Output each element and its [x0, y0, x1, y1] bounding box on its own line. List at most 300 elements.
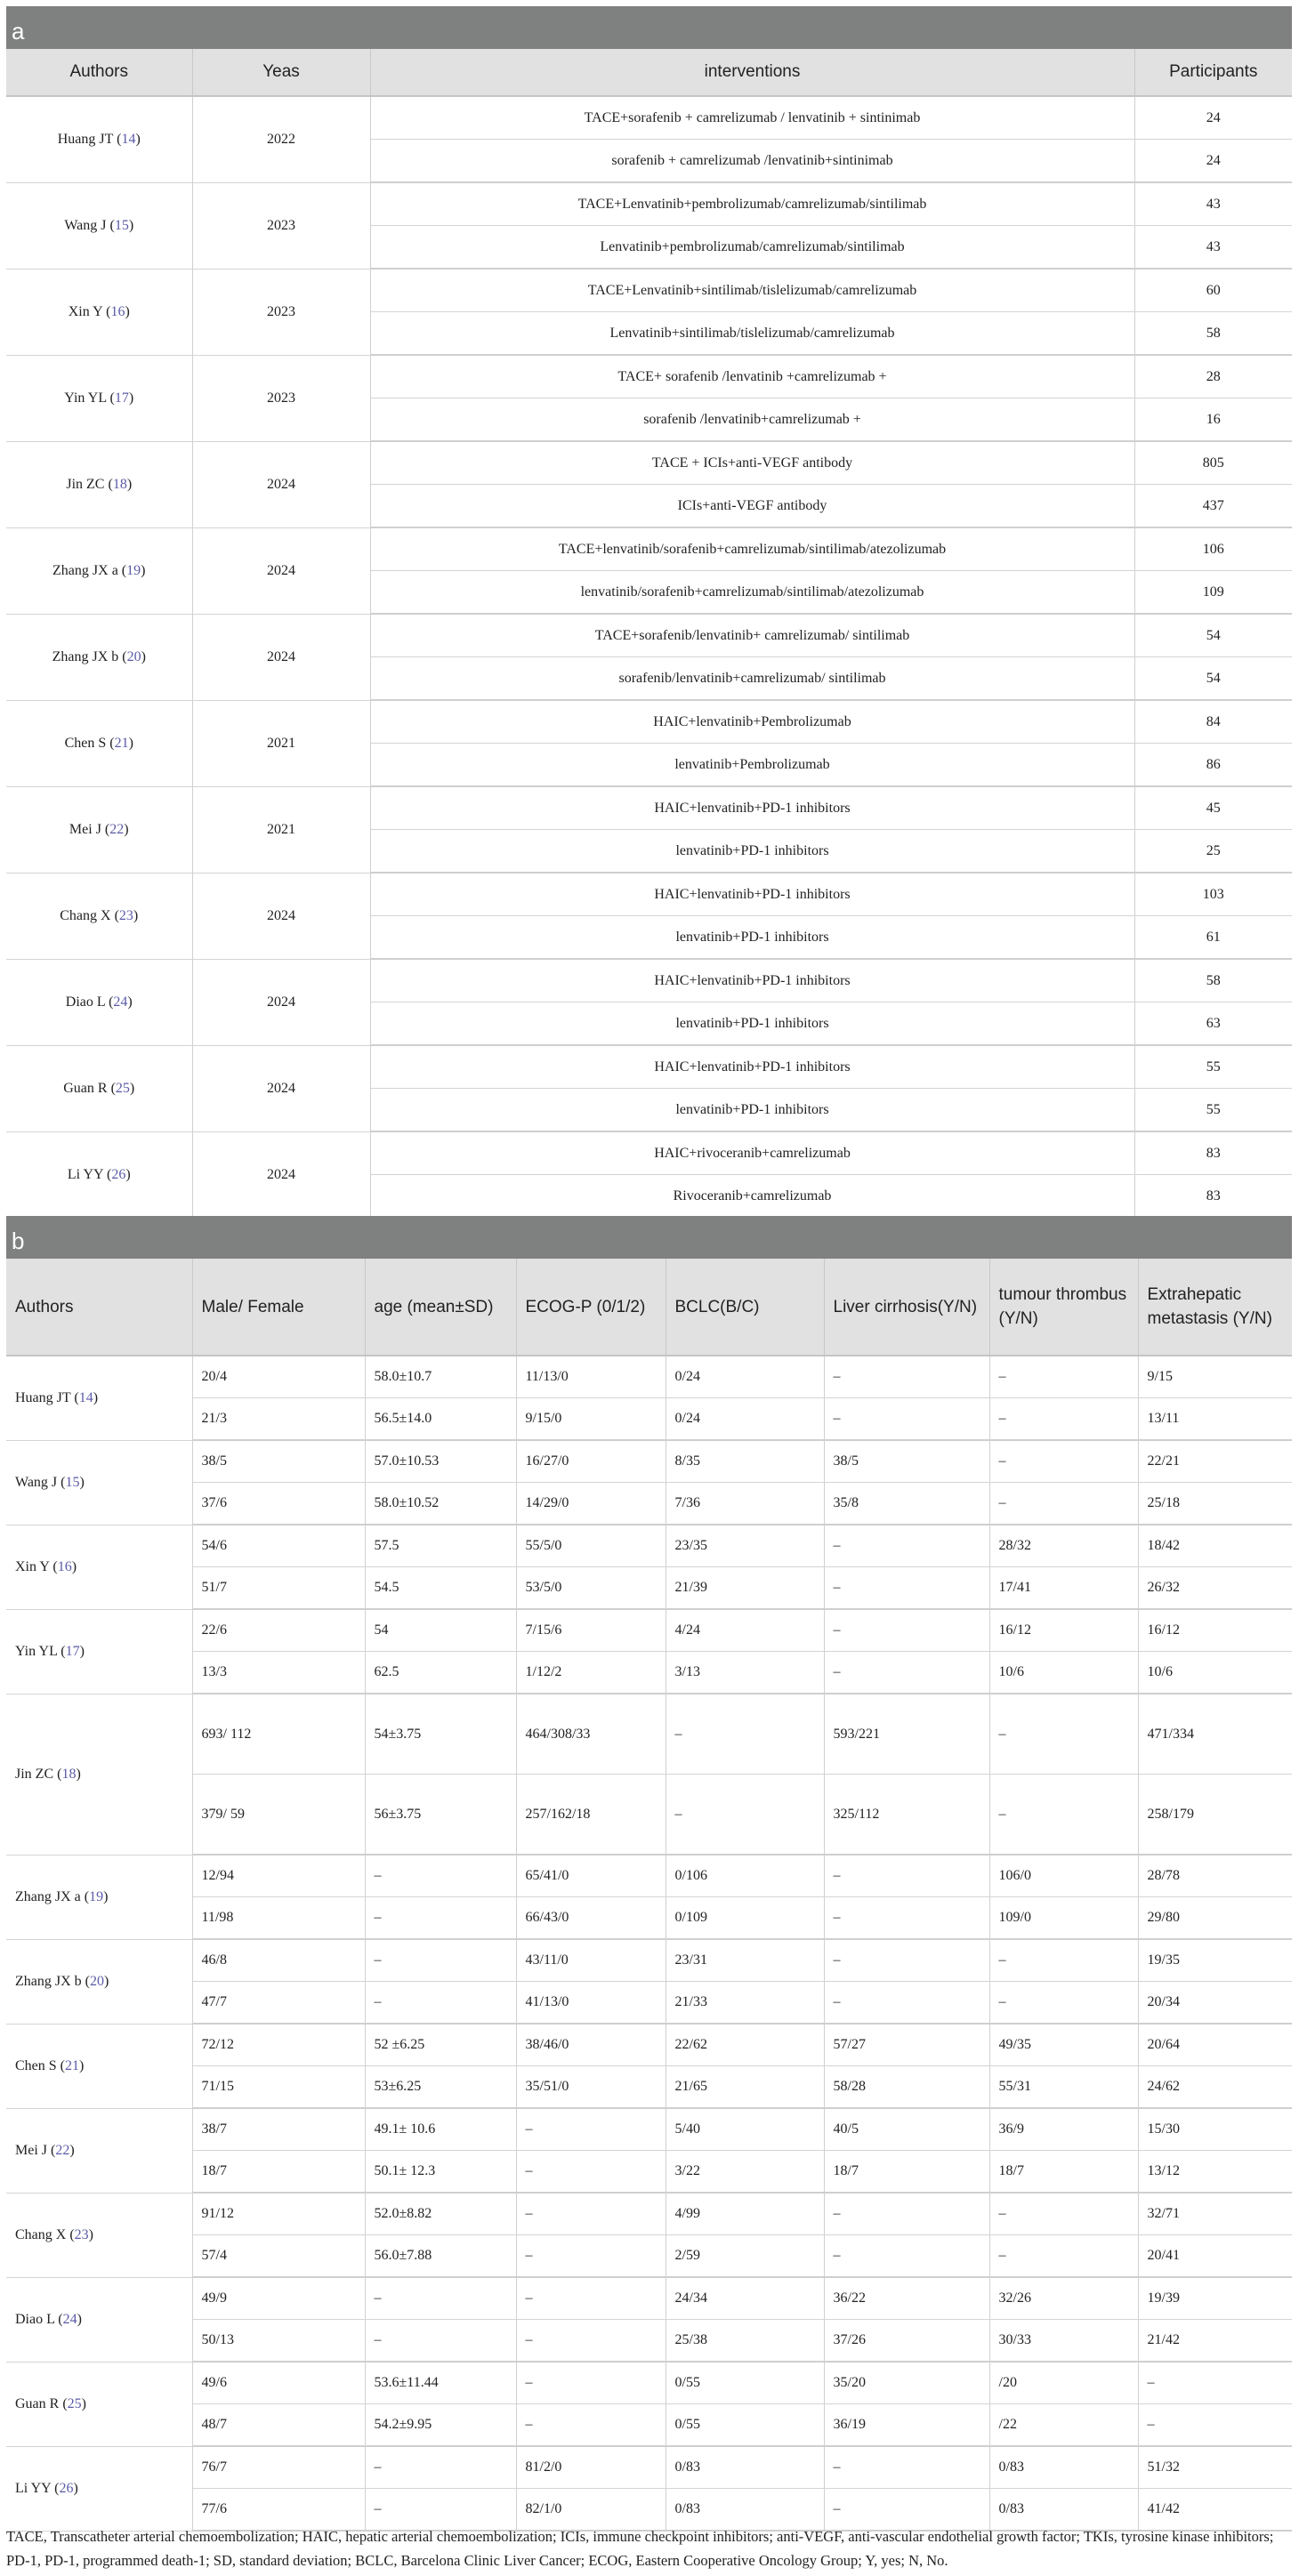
- reference-link[interactable]: 22: [55, 2142, 70, 2158]
- data-cell: 8/35: [666, 1440, 824, 1483]
- data-cell: 48/7: [192, 2404, 365, 2447]
- author-name: Chang X: [15, 2226, 67, 2242]
- reference-link[interactable]: 23: [118, 907, 133, 923]
- data-cell: lenvatinib/sorafenib+camrelizumab/sintilimab/atezolizumab: [370, 571, 1134, 615]
- data-cell: –: [516, 2151, 666, 2194]
- data-cell: 26/32: [1138, 1567, 1292, 1610]
- data-cell: 54: [365, 1609, 516, 1652]
- author-cell: Diao L (24): [6, 959, 192, 1045]
- author-cell: Xin Y (16): [6, 1525, 192, 1609]
- column-header: Participants: [1134, 49, 1292, 96]
- data-cell: 4/99: [666, 2193, 824, 2235]
- data-cell: 43/11/0: [516, 1939, 666, 1982]
- data-cell: 257/162/18: [516, 1775, 666, 1856]
- data-cell: 24: [1134, 140, 1292, 183]
- data-cell: 20/41: [1138, 2235, 1292, 2278]
- data-cell: 11/98: [192, 1897, 365, 1940]
- table-row: [6, 527, 1292, 571]
- author-cell: Yin YL (17): [6, 355, 192, 441]
- table-row: [6, 1652, 1292, 1695]
- data-cell: –: [666, 1775, 824, 1856]
- year-cell: 2024: [192, 527, 370, 614]
- author-cell: Mei J (22): [6, 786, 192, 873]
- year-cell: 2021: [192, 700, 370, 786]
- reference-link[interactable]: 16: [57, 1558, 72, 1574]
- reference-link[interactable]: 26: [59, 2480, 74, 2496]
- table-row: [6, 269, 1292, 312]
- table-row: [6, 1045, 1292, 1089]
- data-cell: TACE+sorafenib/lenvatinib+ camrelizumab/ sintilimab: [370, 614, 1134, 657]
- table-footnote: TACE, Transcatheter arterial chemoembolization; HAIC, hepatic arterial chemoembolization; ICIs, immune checkpoint inhibitors; anti-VEGF, anti-vascular endothelial growth factor; TKIs, tyrosine kinase inhibitors; PD-1, PD-1, programmed death-1; SD, standard deviation; BCLC, Barcelona Clinic Liver Cancer; ECOG, Eastern Cooperative Oncology Group; Y, yes; N, No.: [6, 2528, 1274, 2569]
- data-cell: –: [989, 1775, 1138, 1856]
- author-name: Wang J: [15, 1474, 58, 1490]
- data-cell: 24: [1134, 96, 1292, 140]
- table-row: [6, 2024, 1292, 2066]
- data-cell: HAIC+lenvatinib+PD-1 inhibitors: [370, 1045, 1134, 1089]
- table-row: [6, 2277, 1292, 2320]
- author-name: Chen S: [64, 735, 107, 751]
- year-cell: 2023: [192, 269, 370, 355]
- data-cell: 437: [1134, 485, 1292, 528]
- data-cell: 471/334: [1138, 1694, 1292, 1775]
- author-cell: Zhang JX a (19): [6, 527, 192, 614]
- data-cell: 62.5: [365, 1652, 516, 1695]
- reference-link[interactable]: 26: [111, 1166, 126, 1182]
- data-cell: 20/64: [1138, 2024, 1292, 2066]
- data-cell: 56±3.75: [365, 1775, 516, 1856]
- table-row: [6, 2320, 1292, 2363]
- data-cell: TACE+sorafenib + camrelizumab / lenvatinib + sintinimab: [370, 96, 1134, 140]
- data-cell: 21/33: [666, 1982, 824, 2025]
- data-cell: 325/112: [824, 1775, 989, 1856]
- data-cell: 49/35: [989, 2024, 1138, 2066]
- year-cell: 2024: [192, 1131, 370, 1218]
- table-row: [6, 1356, 1292, 1398]
- table-row: [6, 1939, 1292, 1982]
- data-cell: –: [824, 1939, 989, 1982]
- author-name: Zhang JX b: [15, 1973, 82, 1989]
- data-cell: 84: [1134, 700, 1292, 744]
- reference-link[interactable]: 20: [89, 1973, 104, 1989]
- data-cell: 21/3: [192, 1398, 365, 1441]
- table-row: [6, 441, 1292, 485]
- reference-link[interactable]: 25: [115, 1080, 130, 1096]
- data-cell: 50/13: [192, 2320, 365, 2363]
- author-cell: Chen S (21): [6, 700, 192, 786]
- author-name: Yin YL: [15, 1643, 58, 1659]
- data-cell: –: [989, 1398, 1138, 1441]
- author-name: Zhang JX a: [15, 1888, 81, 1904]
- data-cell: 23/35: [666, 1525, 824, 1567]
- data-cell: –: [989, 1356, 1138, 1398]
- author-name: Jin ZC: [15, 1766, 54, 1782]
- data-cell: 0/83: [666, 2489, 824, 2532]
- data-cell: –: [516, 2320, 666, 2363]
- table-row: [6, 1775, 1292, 1856]
- data-cell: 53/5/0: [516, 1567, 666, 1610]
- data-cell: 0/83: [989, 2446, 1138, 2489]
- data-cell: 58: [1134, 959, 1292, 1002]
- reference-link[interactable]: 14: [121, 131, 136, 147]
- data-cell: 28/32: [989, 1525, 1138, 1567]
- data-cell: 57.5: [365, 1525, 516, 1567]
- author-name: Mei J: [69, 821, 101, 837]
- reference-link[interactable]: 19: [126, 562, 141, 578]
- data-cell: 28/78: [1138, 1855, 1292, 1897]
- table-row: [6, 873, 1292, 916]
- data-cell: 0/109: [666, 1897, 824, 1940]
- reference-link[interactable]: 15: [65, 1474, 80, 1490]
- data-cell: 18/7: [989, 2151, 1138, 2194]
- data-cell: 63: [1134, 1002, 1292, 1046]
- table-row: [6, 1131, 1292, 1175]
- reference-link[interactable]: 17: [114, 390, 129, 406]
- data-cell: 72/12: [192, 2024, 365, 2066]
- data-cell: HAIC+lenvatinib+PD-1 inhibitors: [370, 959, 1134, 1002]
- data-cell: 2/59: [666, 2235, 824, 2278]
- data-cell: 3/22: [666, 2151, 824, 2194]
- data-cell: 18/42: [1138, 1525, 1292, 1567]
- table-row: [6, 700, 1292, 744]
- column-header: age (mean±SD): [365, 1259, 516, 1356]
- table-row: [6, 2193, 1292, 2235]
- data-cell: 4/24: [666, 1609, 824, 1652]
- data-cell: 60: [1134, 269, 1292, 312]
- data-cell: 22/21: [1138, 1440, 1292, 1483]
- reference-link[interactable]: 16: [110, 303, 125, 319]
- data-cell: 1/12/2: [516, 1652, 666, 1695]
- data-cell: 13/11: [1138, 1398, 1292, 1441]
- data-cell: –: [824, 1356, 989, 1398]
- data-cell: 38/5: [824, 1440, 989, 1483]
- data-cell: 49.1± 10.6: [365, 2108, 516, 2151]
- reference-link[interactable]: 18: [112, 476, 127, 492]
- data-cell: 37/26: [824, 2320, 989, 2363]
- data-cell: 43: [1134, 226, 1292, 270]
- data-cell: 379/ 59: [192, 1775, 365, 1856]
- table-row: [6, 1694, 1292, 1775]
- data-cell: 36/9: [989, 2108, 1138, 2151]
- table-a-header-row: [6, 49, 1292, 96]
- data-cell: 54.2±9.95: [365, 2404, 516, 2447]
- year-cell: 2024: [192, 959, 370, 1045]
- data-cell: 0/83: [989, 2489, 1138, 2532]
- table-row: [6, 614, 1292, 657]
- data-cell: 20/4: [192, 1356, 365, 1398]
- author-cell: Li YY (26): [6, 1131, 192, 1218]
- reference-link[interactable]: 21: [114, 735, 129, 751]
- data-cell: 22/62: [666, 2024, 824, 2066]
- author-name: Zhang JX a: [52, 562, 118, 578]
- data-cell: –: [365, 1939, 516, 1982]
- column-header: Yeas: [192, 49, 370, 96]
- column-header: Authors: [6, 1259, 192, 1356]
- author-name: Mei J: [15, 2142, 47, 2158]
- data-cell: 54: [1134, 614, 1292, 657]
- data-cell: HAIC+lenvatinib+Pembrolizumab: [370, 700, 1134, 744]
- author-cell: Chang X (23): [6, 873, 192, 959]
- table-row: [6, 2362, 1292, 2404]
- column-header: Authors: [6, 49, 192, 96]
- data-cell: 35/51/0: [516, 2066, 666, 2109]
- data-cell: 41/13/0: [516, 1982, 666, 2025]
- data-cell: 77/6: [192, 2489, 365, 2532]
- data-cell: 106: [1134, 527, 1292, 571]
- author-cell: Li YY (26): [6, 2446, 192, 2531]
- data-cell: –: [989, 1440, 1138, 1483]
- data-cell: TACE+ sorafenib /lenvatinib +camrelizumab +: [370, 355, 1134, 398]
- data-cell: 7/36: [666, 1483, 824, 1525]
- data-cell: 19/35: [1138, 1939, 1292, 1982]
- table-a-label: a: [6, 6, 1292, 49]
- data-cell: 35/8: [824, 1483, 989, 1525]
- data-cell: –: [516, 2404, 666, 2447]
- data-cell: –: [824, 1897, 989, 1940]
- data-cell: TACE+Lenvatinib+sintilimab/tislelizumab/camrelizumab: [370, 269, 1134, 312]
- data-cell: –: [365, 2277, 516, 2320]
- column-header: interventions: [370, 49, 1134, 96]
- table-row: [6, 1897, 1292, 1940]
- author-cell: Huang JT (14): [6, 1356, 192, 1440]
- table-row: [6, 1567, 1292, 1610]
- table-a: [6, 49, 1292, 1219]
- data-cell: 29/80: [1138, 1897, 1292, 1940]
- author-name: Wang J: [64, 217, 107, 233]
- table-row: [6, 959, 1292, 1002]
- reference-link[interactable]: 22: [109, 821, 125, 837]
- data-cell: 65/41/0: [516, 1855, 666, 1897]
- author-name: Huang JT: [57, 131, 114, 147]
- data-cell: 693/ 112: [192, 1694, 365, 1775]
- data-cell: 16/27/0: [516, 1440, 666, 1483]
- data-cell: 49/6: [192, 2362, 365, 2404]
- data-cell: –: [365, 1982, 516, 2025]
- table-row: [6, 1525, 1292, 1567]
- data-cell: 19/39: [1138, 2277, 1292, 2320]
- data-cell: 57.0±10.53: [365, 1440, 516, 1483]
- data-cell: 18/7: [824, 2151, 989, 2194]
- table-row: [6, 96, 1292, 140]
- column-header: Male/ Female: [192, 1259, 365, 1356]
- author-name: Xin Y: [68, 303, 103, 319]
- data-cell: TACE+Lenvatinib+pembrolizumab/camrelizumab/sintilimab: [370, 182, 1134, 226]
- data-cell: 40/5: [824, 2108, 989, 2151]
- author-cell: Guan R (25): [6, 1045, 192, 1131]
- data-cell: /20: [989, 2362, 1138, 2404]
- data-cell: 25/18: [1138, 1483, 1292, 1525]
- data-cell: Rivoceranib+camrelizumab: [370, 1175, 1134, 1219]
- author-cell: Huang JT (14): [6, 96, 192, 182]
- data-cell: –: [516, 2235, 666, 2278]
- data-cell: –: [824, 2446, 989, 2489]
- data-cell: 16/12: [1138, 1609, 1292, 1652]
- data-cell: lenvatinib+PD-1 inhibitors: [370, 1002, 1134, 1046]
- reference-link[interactable]: 24: [113, 994, 128, 1010]
- data-cell: 57/4: [192, 2235, 365, 2278]
- data-cell: sorafenib/lenvatinib+camrelizumab/ sintilimab: [370, 657, 1134, 701]
- data-cell: 0/24: [666, 1356, 824, 1398]
- data-cell: 83: [1134, 1175, 1292, 1219]
- data-cell: 12/94: [192, 1855, 365, 1897]
- author-name: Chang X: [60, 907, 111, 923]
- data-cell: 3/13: [666, 1652, 824, 1695]
- author-cell: Mei J (22): [6, 2108, 192, 2193]
- data-cell: 38/5: [192, 1440, 365, 1483]
- data-cell: –: [824, 2489, 989, 2532]
- author-cell: Yin YL (17): [6, 1609, 192, 1694]
- data-cell: –: [824, 1398, 989, 1441]
- data-cell: 0/83: [666, 2446, 824, 2489]
- data-cell: 24/34: [666, 2277, 824, 2320]
- year-cell: 2024: [192, 441, 370, 527]
- data-cell: 28: [1134, 355, 1292, 398]
- data-cell: 55/31: [989, 2066, 1138, 2109]
- data-cell: 43: [1134, 182, 1292, 226]
- reference-link[interactable]: 17: [65, 1643, 80, 1659]
- data-cell: 21/39: [666, 1567, 824, 1610]
- author-name: Diao L: [65, 994, 106, 1010]
- data-cell: 37/6: [192, 1483, 365, 1525]
- data-cell: TACE+lenvatinib/sorafenib+camrelizumab/sintilimab/atezolizumab: [370, 527, 1134, 571]
- data-cell: 16: [1134, 398, 1292, 442]
- reference-link[interactable]: 14: [78, 1389, 93, 1405]
- year-cell: 2021: [192, 786, 370, 873]
- author-name: Zhang JX b: [52, 648, 119, 664]
- data-cell: –: [365, 2320, 516, 2363]
- data-cell: 45: [1134, 786, 1292, 830]
- author-name: Chen S: [15, 2057, 57, 2073]
- data-cell: 36/22: [824, 2277, 989, 2320]
- data-cell: 30/33: [989, 2320, 1138, 2363]
- data-cell: 55: [1134, 1089, 1292, 1132]
- author-cell: Xin Y (16): [6, 269, 192, 355]
- data-cell: lenvatinib+PD-1 inhibitors: [370, 916, 1134, 960]
- data-cell: 15/30: [1138, 2108, 1292, 2151]
- data-cell: 13/3: [192, 1652, 365, 1695]
- data-cell: 91/12: [192, 2193, 365, 2235]
- reference-link[interactable]: 20: [126, 648, 141, 664]
- data-cell: 83: [1134, 1131, 1292, 1175]
- data-cell: 35/20: [824, 2362, 989, 2404]
- data-cell: 13/12: [1138, 2151, 1292, 2194]
- data-cell: 46/8: [192, 1939, 365, 1982]
- data-cell: 24/62: [1138, 2066, 1292, 2109]
- data-cell: 23/31: [666, 1939, 824, 1982]
- data-cell: –: [824, 1982, 989, 2025]
- data-cell: 82/1/0: [516, 2489, 666, 2532]
- data-cell: 9/15/0: [516, 1398, 666, 1441]
- reference-link[interactable]: 23: [74, 2226, 89, 2242]
- data-cell: 56.5±14.0: [365, 1398, 516, 1441]
- table-row: [6, 2066, 1292, 2109]
- data-cell: 55/5/0: [516, 1525, 666, 1567]
- table-row: [6, 1855, 1292, 1897]
- data-cell: –: [516, 2193, 666, 2235]
- data-cell: –: [989, 2193, 1138, 2235]
- data-cell: 66/43/0: [516, 1897, 666, 1940]
- author-cell: Zhang JX a (19): [6, 1855, 192, 1939]
- data-cell: –: [516, 2362, 666, 2404]
- reference-link[interactable]: 15: [114, 217, 129, 233]
- data-cell: 109: [1134, 571, 1292, 615]
- data-cell: 76/7: [192, 2446, 365, 2489]
- data-cell: 58.0±10.7: [365, 1356, 516, 1398]
- data-cell: 58/28: [824, 2066, 989, 2109]
- data-cell: Lenvatinib+sintilimab/tislelizumab/camrelizumab: [370, 312, 1134, 356]
- table-b-header-row: [6, 1259, 1292, 1356]
- data-cell: 36/19: [824, 2404, 989, 2447]
- reference-link[interactable]: 18: [61, 1766, 77, 1782]
- reference-link[interactable]: 25: [67, 2395, 82, 2411]
- table-row: [6, 2108, 1292, 2151]
- data-cell: 51/32: [1138, 2446, 1292, 2489]
- reference-link[interactable]: 21: [65, 2057, 79, 2073]
- data-cell: 58: [1134, 312, 1292, 356]
- data-cell: –: [824, 2235, 989, 2278]
- data-cell: 109/0: [989, 1897, 1138, 1940]
- data-cell: 9/15: [1138, 1356, 1292, 1398]
- data-cell: 25: [1134, 830, 1292, 873]
- data-cell: –: [824, 1567, 989, 1610]
- table-b-label: b: [6, 1216, 1292, 1259]
- table-b-section: [6, 1216, 1292, 2532]
- data-cell: –: [989, 1694, 1138, 1775]
- author-cell: Chen S (21): [6, 2024, 192, 2108]
- data-cell: 593/221: [824, 1694, 989, 1775]
- table-row: [6, 355, 1292, 398]
- data-cell: 0/55: [666, 2362, 824, 2404]
- data-cell: 54: [1134, 657, 1292, 701]
- data-cell: sorafenib + camrelizumab /lenvatinib+sintinimab: [370, 140, 1134, 183]
- author-name: Guan R: [15, 2395, 60, 2411]
- data-cell: 18/7: [192, 2151, 365, 2194]
- author-name: Xin Y: [15, 1558, 50, 1574]
- data-cell: HAIC+rivoceranib+camrelizumab: [370, 1131, 1134, 1175]
- data-cell: 464/308/33: [516, 1694, 666, 1775]
- data-cell: 103: [1134, 873, 1292, 916]
- reference-link[interactable]: 19: [89, 1888, 104, 1904]
- data-cell: 10/6: [989, 1652, 1138, 1695]
- table-row: [6, 1440, 1292, 1483]
- data-cell: 17/41: [989, 1567, 1138, 1610]
- table-row: [6, 1982, 1292, 2025]
- data-cell: –: [1138, 2404, 1292, 2447]
- data-cell: –: [824, 2193, 989, 2235]
- data-cell: 21/42: [1138, 2320, 1292, 2363]
- data-cell: –: [989, 1982, 1138, 2025]
- data-cell: 20/34: [1138, 1982, 1292, 2025]
- table-a-section: [6, 6, 1292, 1219]
- author-cell: Wang J (15): [6, 1440, 192, 1525]
- column-header: tumour thrombus (Y/N): [989, 1259, 1138, 1356]
- data-cell: 11/13/0: [516, 1356, 666, 1398]
- table-row: [6, 1398, 1292, 1441]
- data-cell: 86: [1134, 744, 1292, 787]
- data-cell: –: [824, 1609, 989, 1652]
- column-header: Liver cirrhosis(Y/N): [824, 1259, 989, 1356]
- author-name: Jin ZC: [66, 476, 105, 492]
- author-name: Guan R: [63, 1080, 108, 1096]
- data-cell: lenvatinib+Pembrolizumab: [370, 744, 1134, 787]
- data-cell: 5/40: [666, 2108, 824, 2151]
- data-cell: 54/6: [192, 1525, 365, 1567]
- author-name: Huang JT: [15, 1389, 71, 1405]
- author-name: Yin YL: [64, 390, 107, 406]
- reference-link[interactable]: 24: [62, 2311, 77, 2327]
- table-row: [6, 786, 1292, 830]
- data-cell: –: [516, 2277, 666, 2320]
- data-cell: 55: [1134, 1045, 1292, 1089]
